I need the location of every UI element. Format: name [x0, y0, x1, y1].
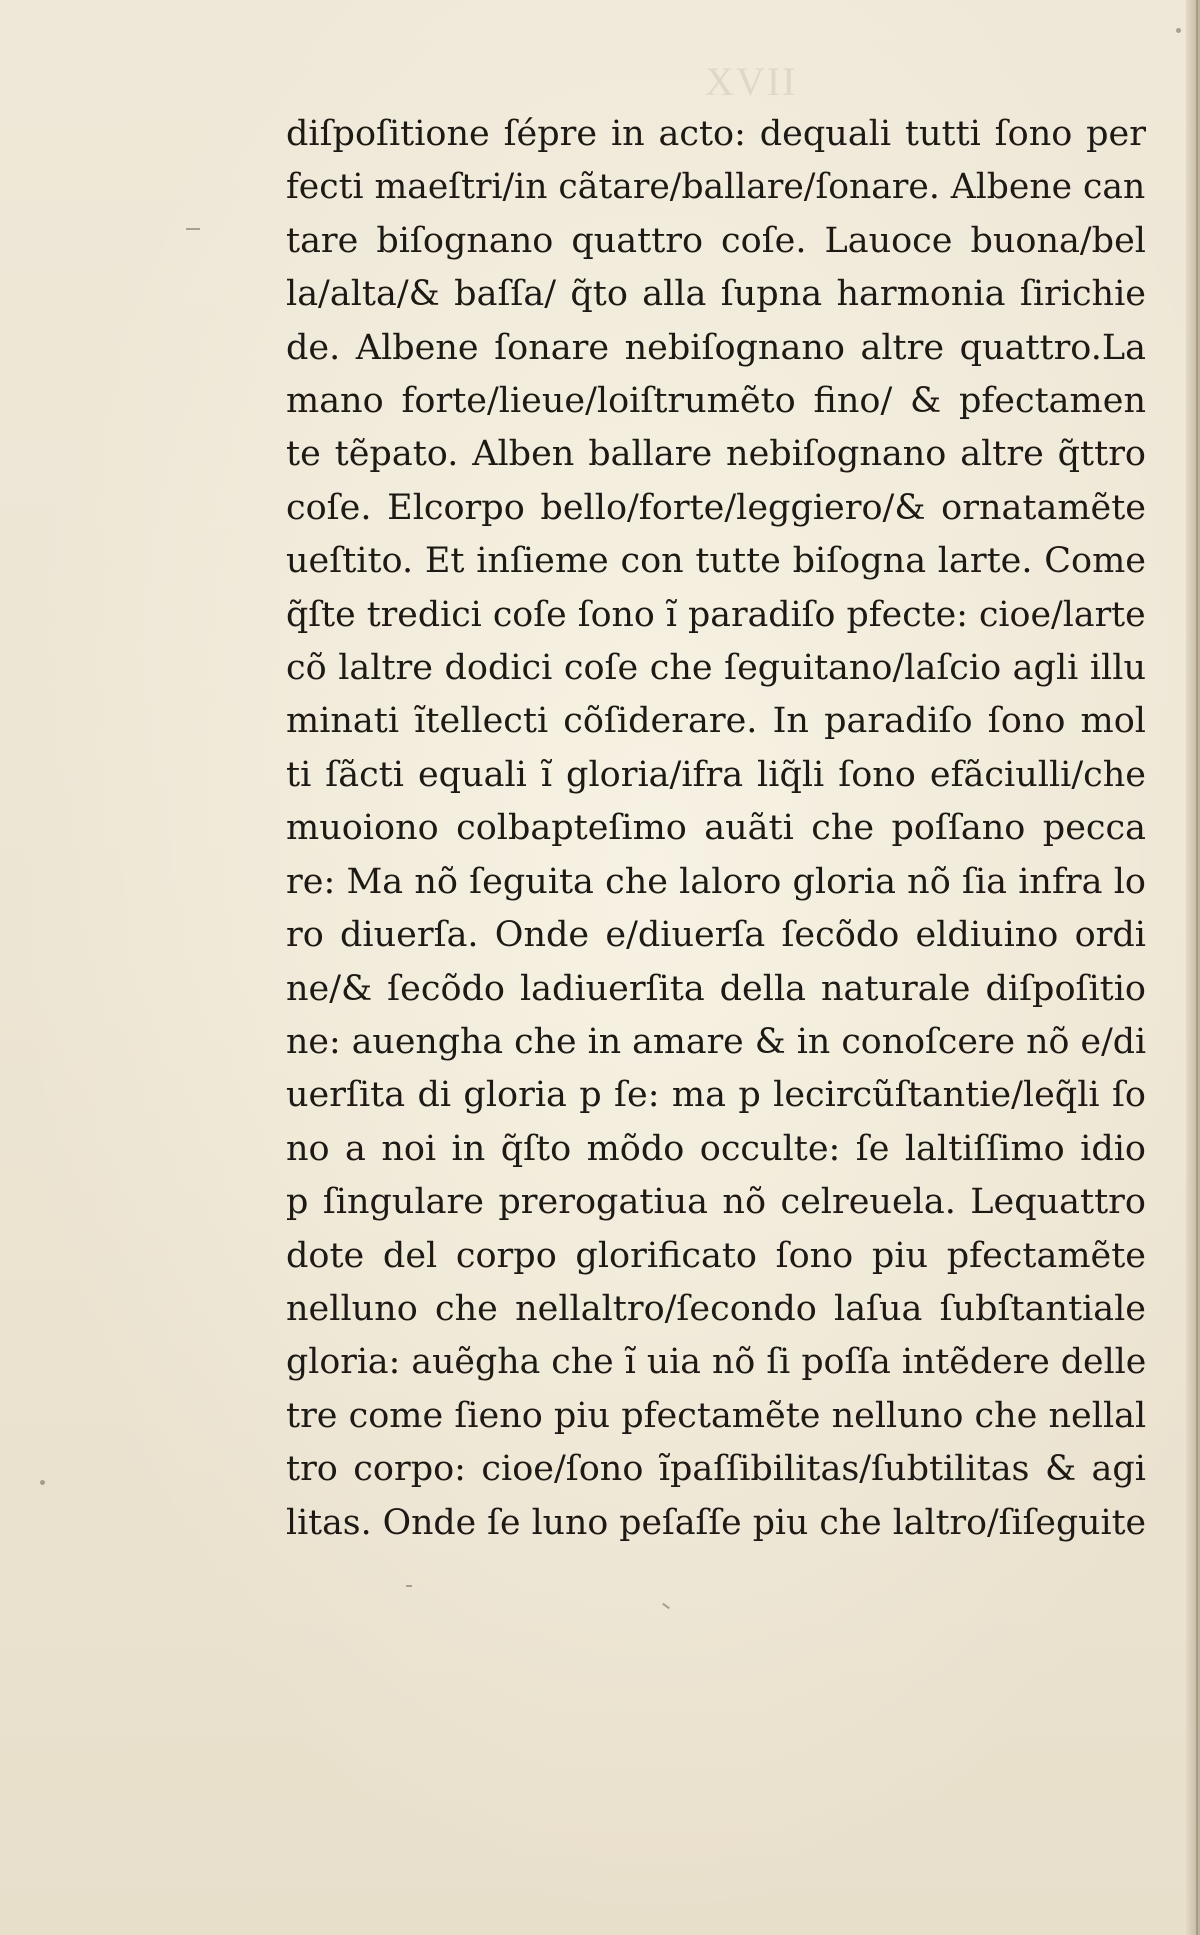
text-line: no a noi in q̃ſto mõdo occulte: ſe laltiſſimo idio: [286, 1128, 1146, 1169]
text-line: q̃ſte tredici coſe ſono ĩ paradiſo pfecte: cioe/larte: [286, 594, 1146, 635]
text-line: ti ſãcti equali ĩ gloria/ifra liq̃li ſono efãciulli/che: [286, 754, 1146, 795]
text-line: de. Albene ſonare nebiſognano altre quattro.La: [286, 327, 1146, 368]
text-line: ne/& ſecõdo ladiuerſita della naturale diſpoſitio: [286, 968, 1146, 1009]
text-line: coſe. Elcorpo bello/forte/leggiero/& ornatamẽte: [286, 487, 1146, 528]
text-line: re: Ma nõ ſeguita che laloro gloria nõ ſia infra lo: [286, 861, 1146, 902]
text-line: p ſingulare prerogatiua nõ celreuela. Lequattro: [286, 1182, 1146, 1223]
text-line: ueſtito. Et inſieme con tutte biſogna larte. Come: [286, 541, 1146, 582]
ink-speck: [1176, 28, 1181, 33]
text-line: cõ laltre dodici coſe che ſeguitano/laſcio agli illu: [286, 648, 1146, 689]
text-line: la/alta/& baſſa/ q̃to alla ſupna harmonia ſirichie: [286, 274, 1146, 315]
text-line: fecti maeſtri/in cãtare/ballare/ſonare. Albene can: [286, 167, 1146, 208]
text-line: minati ĩtellecti cõſiderare. In paradiſo ſono mol: [286, 701, 1146, 742]
text-line: dote del corpo glorificato ſono piu pfectamẽte: [286, 1235, 1146, 1276]
text-line: tre come ſieno piu pfectamẽte nelluno che nellal: [286, 1395, 1147, 1436]
text-line: mano forte/lieue/loiſtrumẽto fino/ & pfectamen: [286, 381, 1146, 422]
text-line: ro diuerſa. Onde e/diuerſa ſecõdo eldiuino ordi: [286, 915, 1146, 956]
text-line: muoiono colbapteſimo auãti che poſſano pecca: [286, 808, 1146, 849]
page-edge-shadow: [1196, 0, 1198, 1935]
folio-number: XVII: [705, 59, 798, 104]
ink-speck: [662, 1603, 670, 1609]
text-line: te tẽpato. Alben ballare nebiſognano altre q̃ttro: [286, 434, 1146, 475]
body-text-block: [286, 108, 1146, 1550]
text-line: litas. Onde ſe luno peſaſſe piu che laltro/ſiſeguite: [286, 1502, 1147, 1543]
text-line: diſpoſitione ſépre in acto: dequali tutti ſono per: [286, 114, 1146, 154]
text-line: tare biſognano quattro coſe. Lauoce buona/bel: [286, 220, 1146, 261]
text-line: nelluno che nellaltro/ſecondo laſua ſubſtantiale: [286, 1288, 1146, 1329]
text-line: ne: auengha che in amare & in conoſcere nõ e/di: [286, 1021, 1147, 1062]
ink-speck: [186, 228, 200, 230]
text-line: uerſita di gloria p ſe: ma p lecircũſtantie/leq̃li ſo: [286, 1075, 1146, 1116]
text-line: tro corpo: cioe/ſono ĩpaſſibilitas/ſubtilitas & agi: [286, 1449, 1146, 1490]
ink-speck: [406, 1585, 412, 1587]
text-line: gloria: auẽgha che ĩ uia nõ ſi poſſa intẽdere delle: [286, 1342, 1147, 1383]
ink-speck: [40, 1480, 45, 1485]
